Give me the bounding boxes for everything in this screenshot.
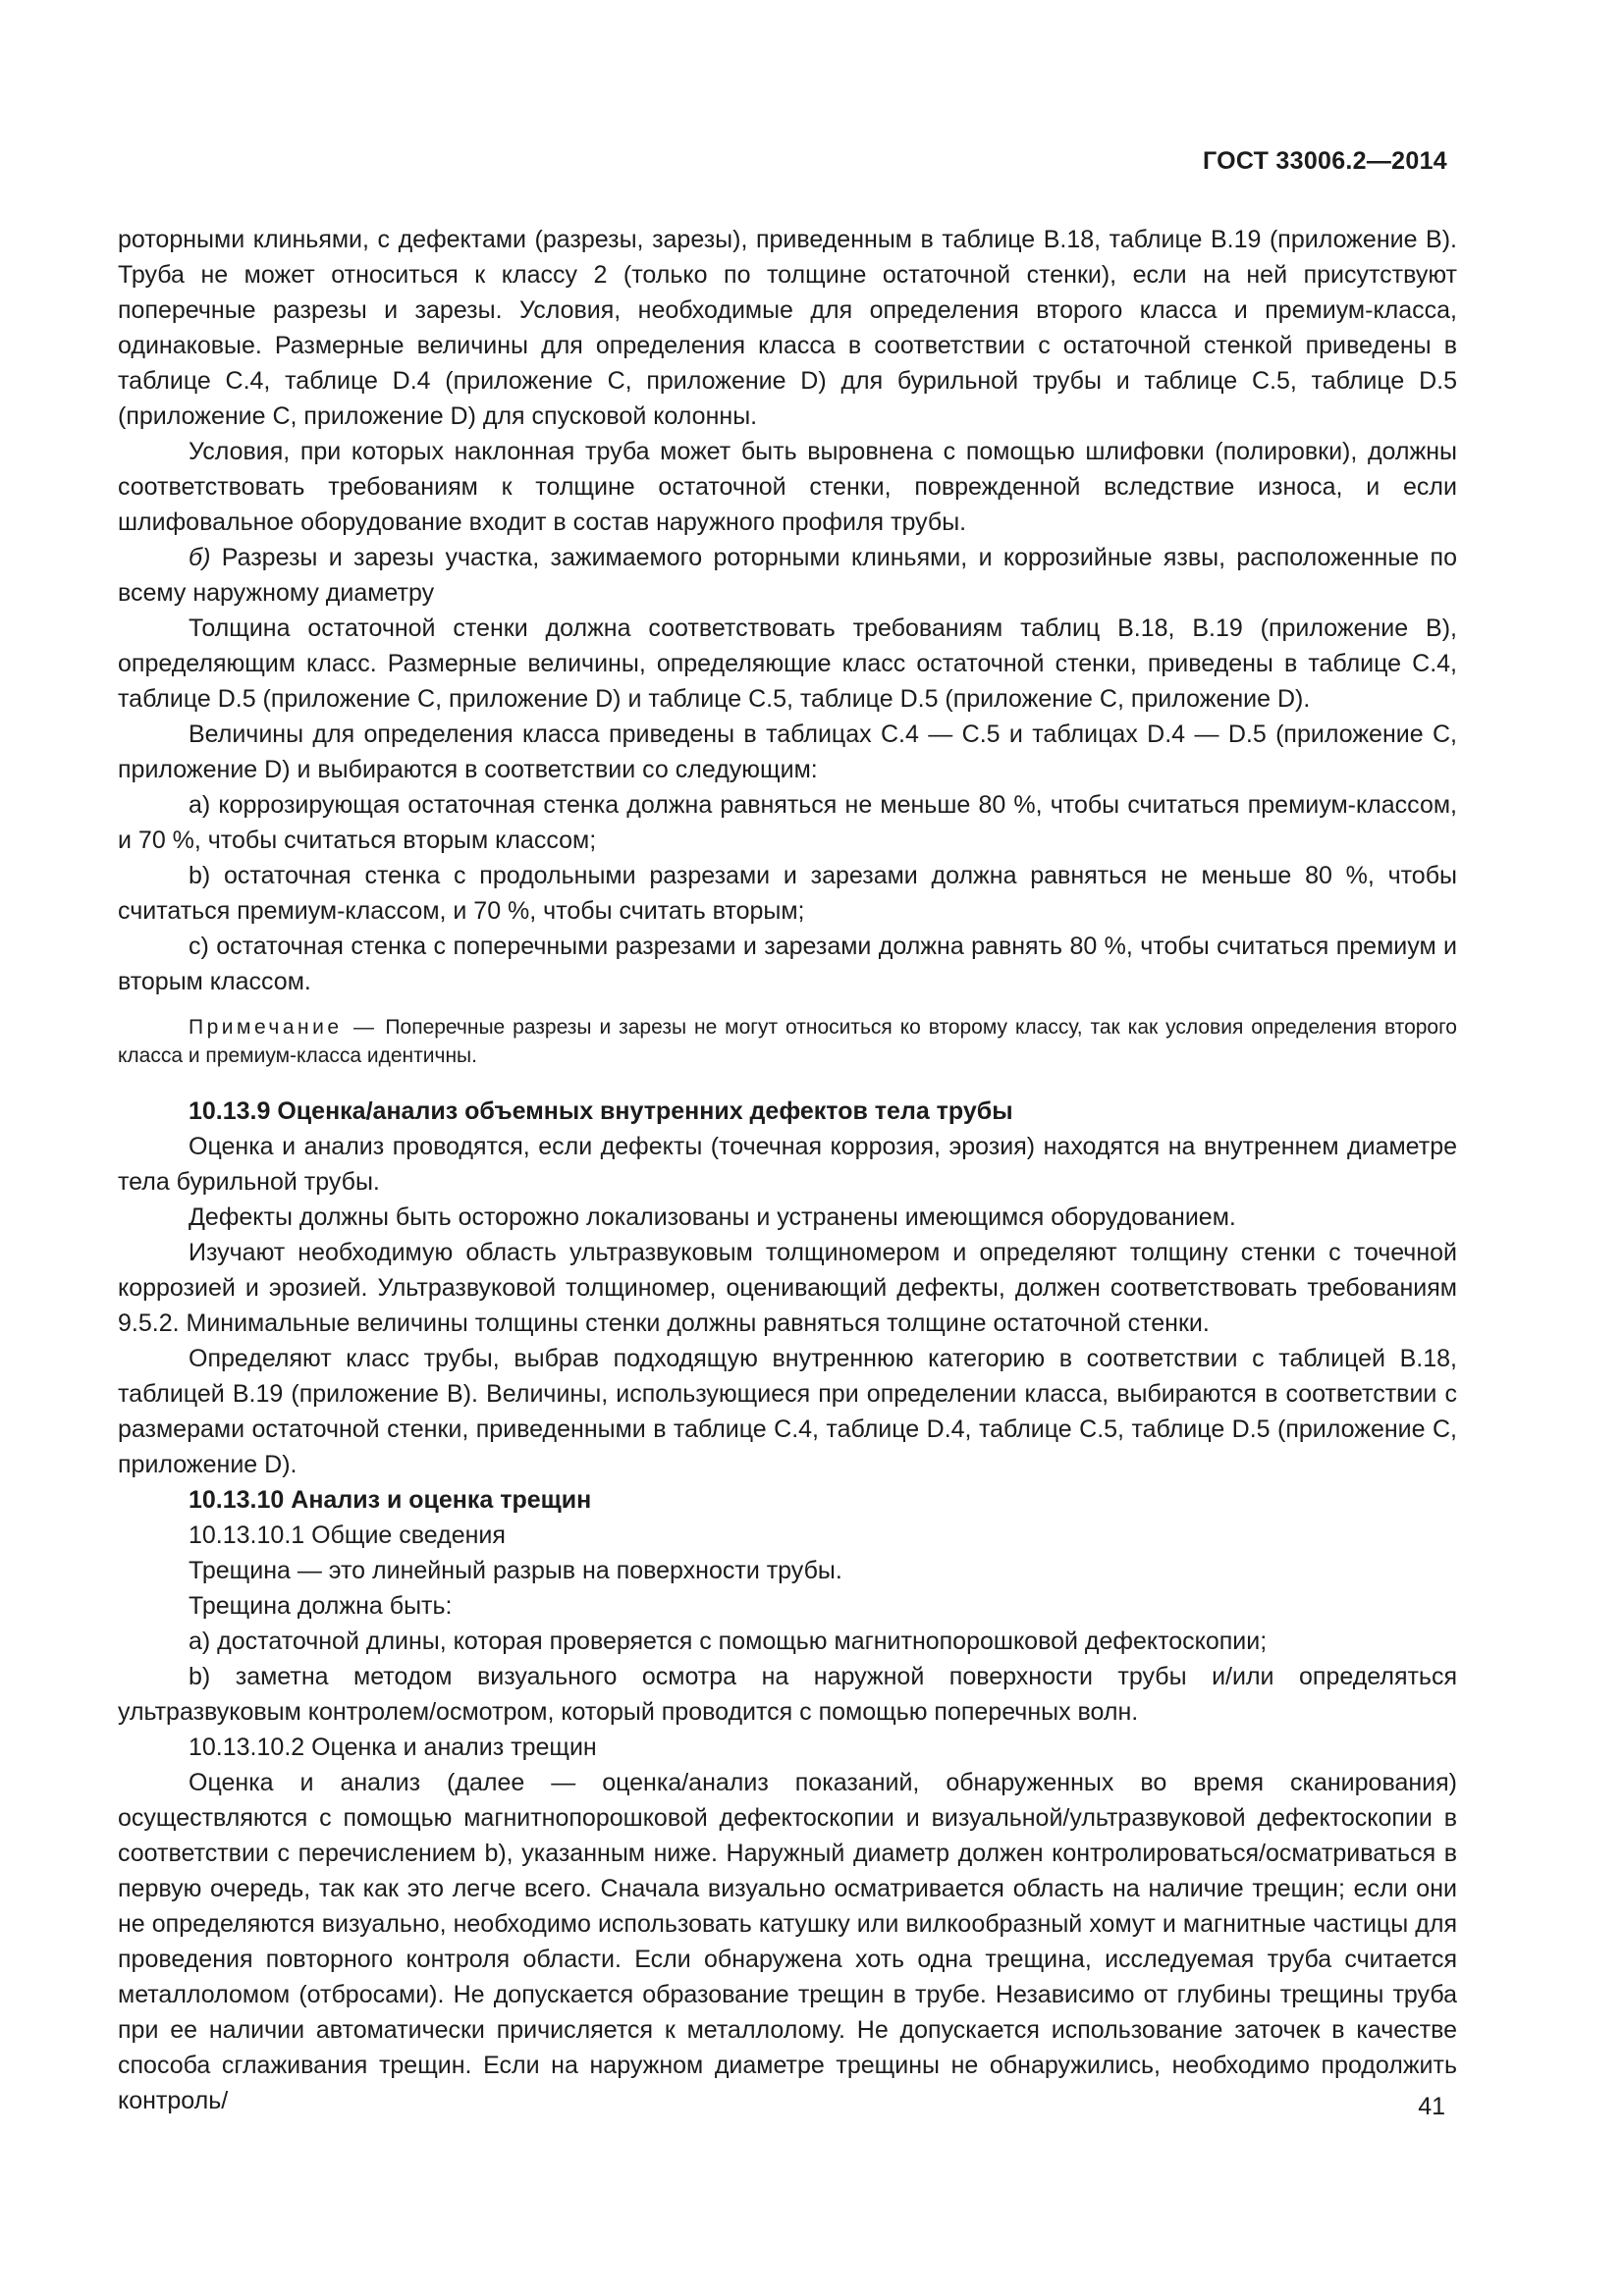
subsection-heading: 10.13.10.2 Оценка и анализ трещин: [189, 1734, 597, 1761]
paragraph: Толщина остаточной стенки должна соответствовать требованиям таблиц В.18, В.19 (приложение В), определяющим класс. Размерные величины, определяющие класс остаточной стенки, приведены в таблице С.4, таблице D.5 (приложение С, приложение D) и таблице С.5, таблице D.5 (приложение С, приложение D).: [118, 614, 1457, 713]
paragraph: Трещина должна быть:: [189, 1592, 453, 1620]
paragraph: Трещина — это линейный разрыв на поверхности трубы.: [189, 1557, 842, 1584]
paragraph: Величины для определения класса приведены в таблицах С.4 — С.5 и таблицах D.4 — D.5 (приложение С, приложение D) и выбираются в соответствии со следующим:: [118, 721, 1457, 783]
list-item: а) достаточной длины, которая проверяется с помощью магнитнопорошковой дефектоскопии;: [189, 1628, 1268, 1655]
paragraph: роторными клиньями, с дефектами (разрезы, зарезы), приведенным в таблице В.18, таблице В.19 (приложение В). Труба не может относиться к классу 2 (только по толщине остаточной стенки), если на ней присутствуют поперечные разрезы и зарезы. Условия, необходимые для определения второго класса и премиум-класса, одинаковые. Размерные величины для определения класса в соответствии с остаточной стенкой приведены в таблице С.4, таблице D.4 (приложение С, приложение D) для бурильной трубы и таблице С.5, таблице D.5 (приложение С, приложение D) для спусковой колонны.: [118, 226, 1457, 430]
list-item: а) коррозирующая остаточная стенка должна равняться не меньше 80 %, чтобы считаться премиум-классом, и 70 %, чтобы считаться вторым классом;: [118, 791, 1457, 854]
paragraph: Дефекты должны быть осторожно локализованы и устранены имеющимся оборудованием.: [189, 1203, 1236, 1231]
body-text: [118, 222, 1457, 2118]
note-text: Поперечные разрезы и зарезы не могут относиться ко второму классу, так как условия определения второго класса и премиум-класса идентичны.: [118, 1016, 1457, 1067]
paragraph: Условия, при которых наклонная труба может быть выровнена с помощью шлифовки (полировки), должны соответствовать требованиям к толщине остаточной стенки, поврежденной вследствие износа, и если шлифовальное оборудование входит в состав наружного профиля трубы.: [118, 438, 1457, 536]
note-label: Примечание —: [189, 1016, 378, 1039]
item-label: б): [189, 544, 211, 571]
paragraph-text: Разрезы и зарезы участка, зажимаемого роторными клиньями, и коррозийные язвы, расположенные по всему наружному диаметру: [118, 544, 1457, 607]
subsection-heading: 10.13.10.1 Общие сведения: [189, 1522, 506, 1549]
paragraph: Определяют класс трубы, выбрав подходящую внутреннюю категорию в соответствии с таблицей В.18, таблицей В.19 (приложение В). Величины, использующиеся при определении класса, выбираются в соответствии с размерами остаточной стенки, приведенными в таблице С.4, таблице D.4, таблице С.5, таблице D.5 (приложение С, приложение D).: [118, 1345, 1457, 1478]
paragraph: Изучают необходимую область ультразвуковым толщиномером и определяют толщину стенки с точечной коррозией и эрозией. Ультразвуковой толщиномер, оценивающий дефекты, должен соответствовать требованиям 9.5.2. Минимальные величины толщины стенки должны равняться толщине остаточной стенки.: [118, 1239, 1457, 1337]
section-heading: 10.13.10 Анализ и оценка трещин: [189, 1486, 592, 1514]
list-item: b) остаточная стенка с продольными разрезами и зарезами должна равняться не меньше 80 %, чтобы считаться премиум-классом, и 70 %, чтобы считать вторым;: [118, 862, 1457, 925]
paragraph: Оценка и анализ проводятся, если дефекты (точечная коррозия, эрозия) находятся на внутреннем диаметре тела бурильной трубы.: [118, 1133, 1457, 1196]
list-item-b-paragraph: [118, 540, 1457, 611]
paragraph: Оценка и анализ (далее — оценка/анализ показаний, обнаруженных во время сканирования) осуществляются с помощью магнитнопорошковой дефектоскопии и визуальной/ультразвуковой дефектоскопии в соответствии с перечислением b), указанным ниже. Наружный диаметр должен контролироваться/осматриваться в первую очередь, так как это легче всего. Сначала визуально осматривается область на наличие трещин; если они не определяются визуально, необходимо использовать катушку или вилкообразный хомут и магнитные частицы для проведения повторного контроля области. Если обнаружена хоть одна трещина, исследуемая труба считается металлоломом (отбросами). Не допускается образование трещин в трубе. Независимо от глубины трещины труба при ее наличии автоматически причисляется к металлолому. Не допускается использование заточек в качестве способа сглаживания трещин. Если на наружном диаметре трещины не обнаружились, необходимо продолжить контроль/: [118, 1769, 1457, 2114]
list-item: b) заметна методом визуального осмотра на наружной поверхности трубы и/или определяться ультразвуковым контролем/осмотром, который проводится с помощью поперечных волн.: [118, 1663, 1457, 1726]
document-code-header: ГОСТ 33006.2—2014: [1202, 147, 1447, 175]
section-heading: 10.13.9 Оценка/анализ объемных внутренних дефектов тела трубы: [189, 1097, 1013, 1125]
list-item: с) остаточная стенка с поперечными разрезами и зарезами должна равнять 80 %, чтобы считаться премиум и вторым классом.: [118, 933, 1457, 995]
note: [118, 1013, 1457, 1070]
page-number: 41: [1418, 2093, 1445, 2120]
